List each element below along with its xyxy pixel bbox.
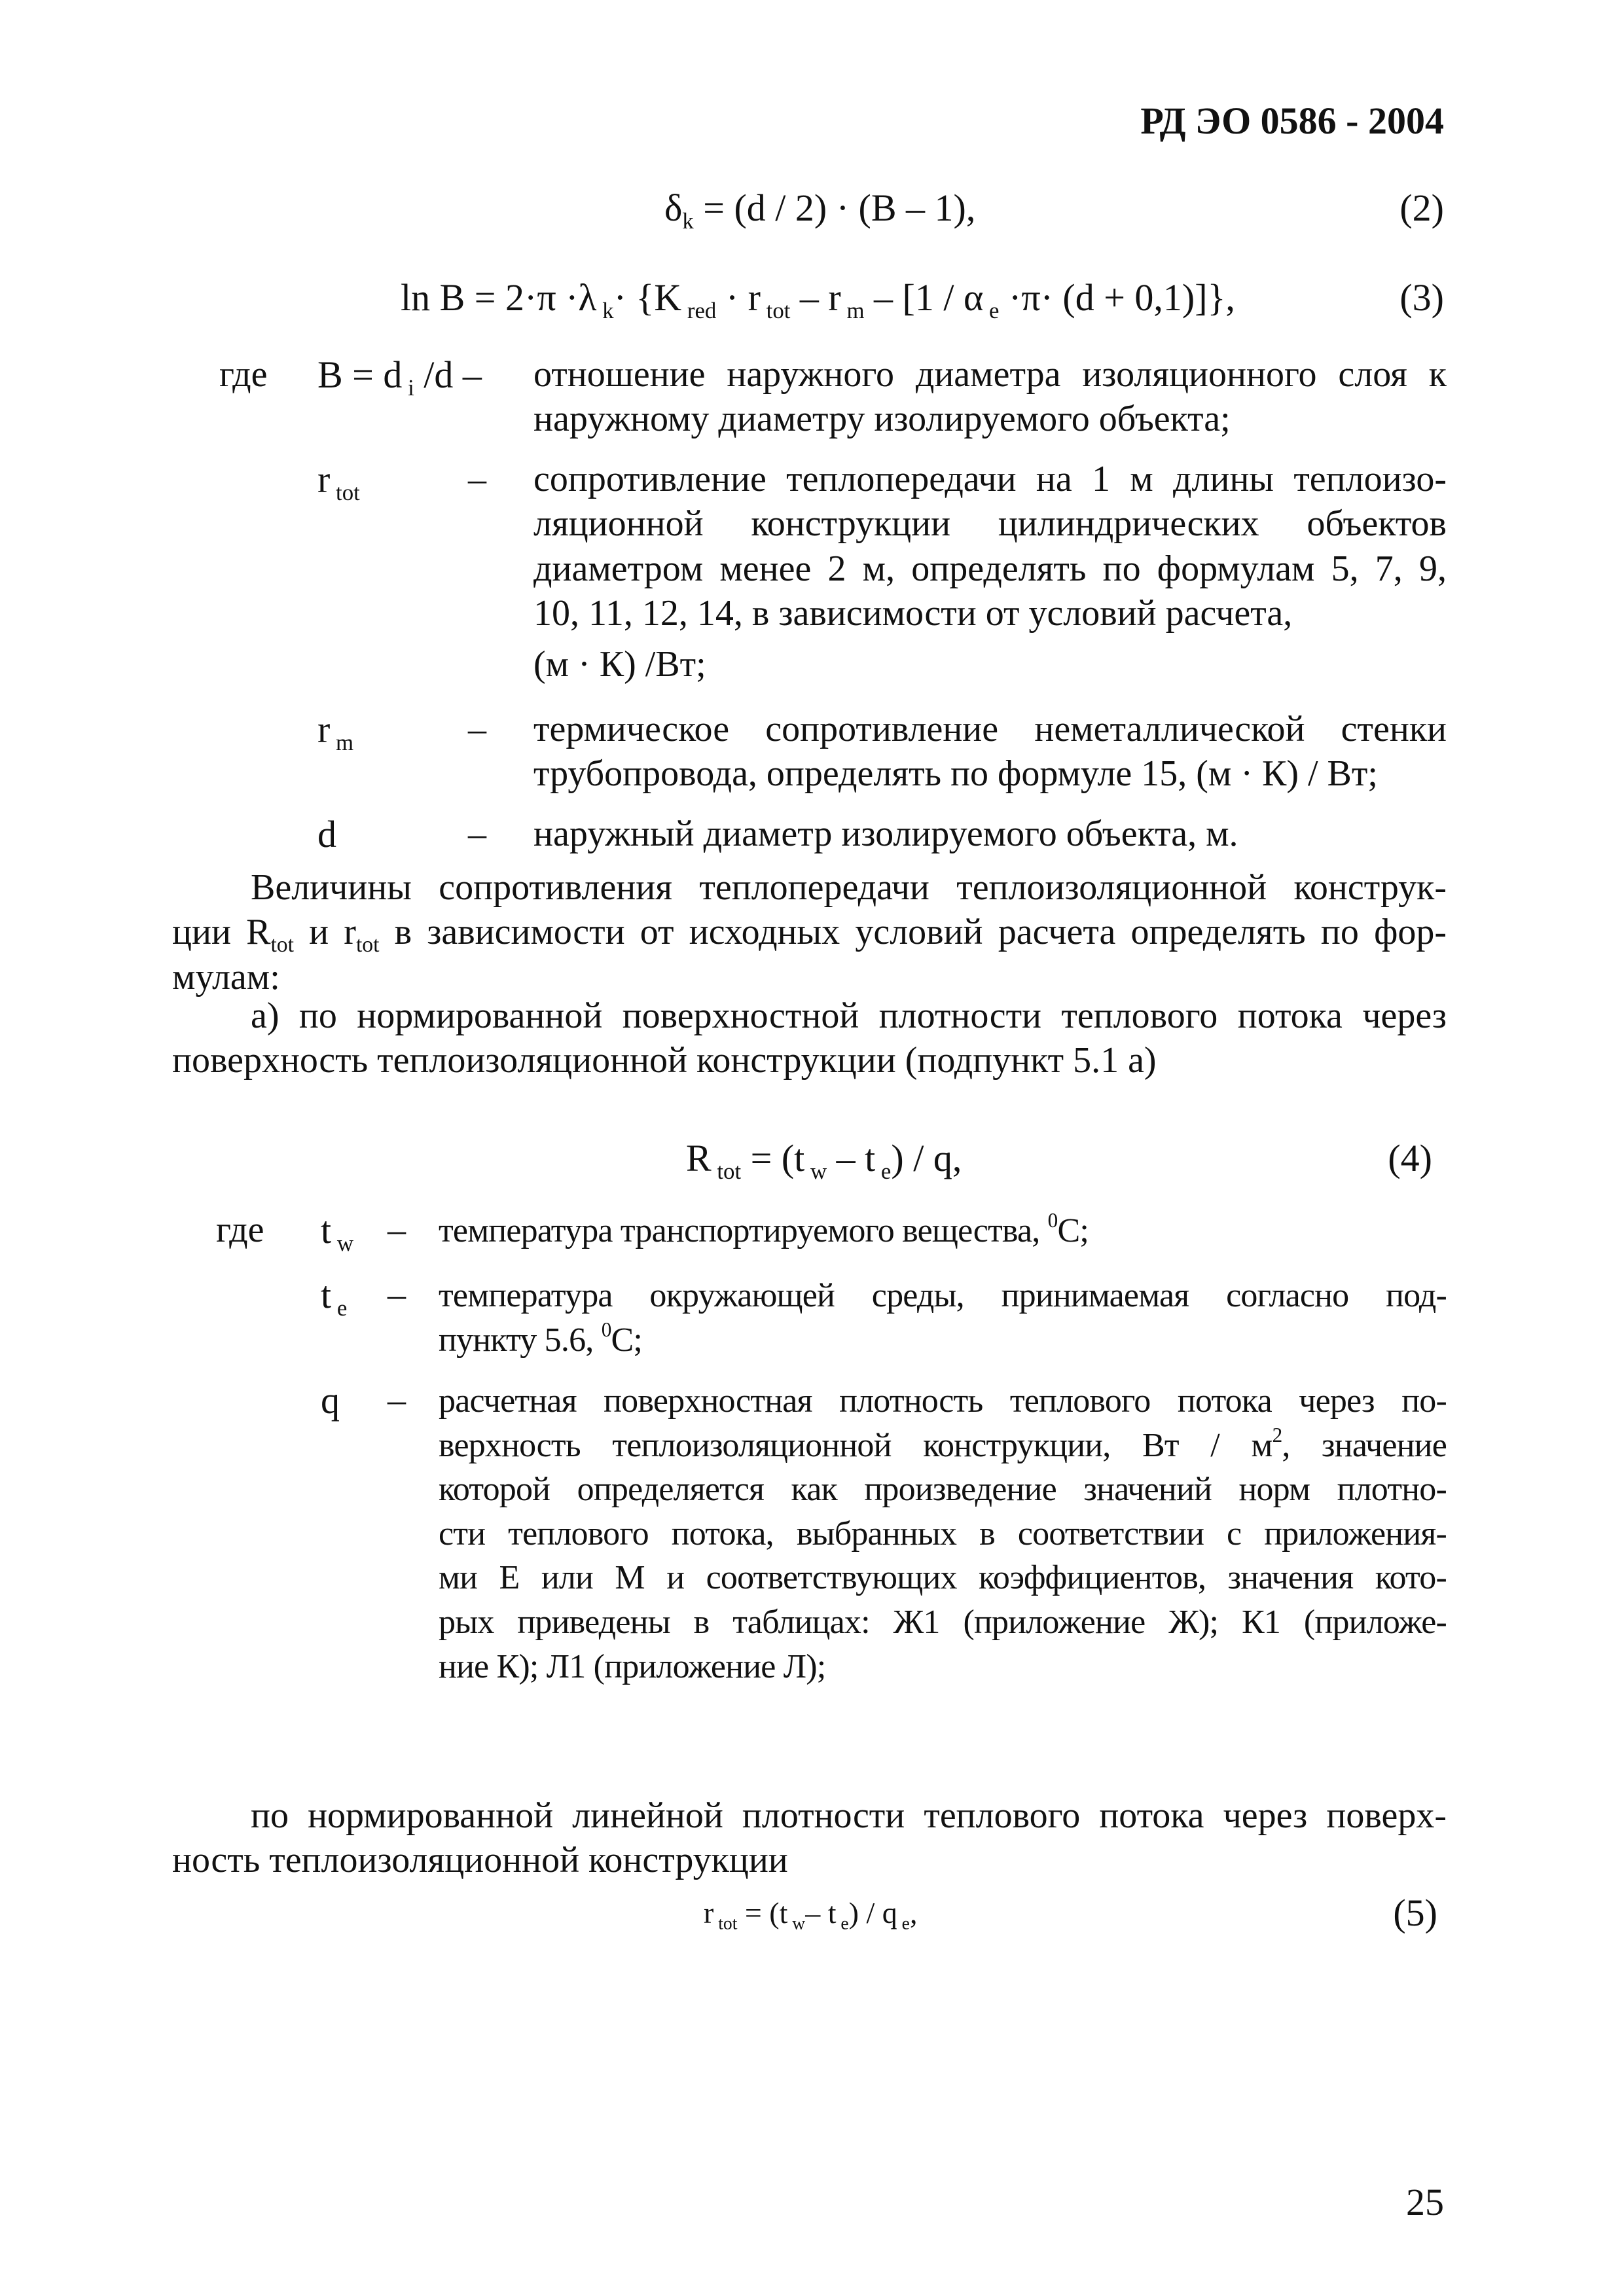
definition-line: термическое сопротивление неметаллической стенки — [533, 709, 1447, 749]
formula-2: $\delta_k = (d / 2) \cdot (B - 1)$, — [664, 187, 976, 234]
where-label-1: где — [219, 354, 268, 395]
equation-number-5: (5) — [1393, 1892, 1437, 1934]
paragraph-line: мулам: — [172, 956, 280, 997]
symbol-b: B = d $_i$ /d – — [317, 353, 482, 401]
definition-line: наружный диаметр изолируемого объекта, м. — [533, 814, 1238, 854]
symbol-q: q — [321, 1379, 340, 1422]
definition-r-m — [533, 707, 1447, 797]
definition-line: верхность теплоизоляционной конструкции, Вт / $м^2$, значение — [439, 1423, 1447, 1464]
equation-number-3: (3) — [1399, 276, 1444, 319]
dash: – — [468, 814, 486, 854]
definition-line: температура транспортируемого вещества, $^0$С; — [439, 1209, 1089, 1249]
dash: – — [388, 1274, 406, 1315]
formula-4: R $_{tot}$ = (t $_w$ – t $_e$) / q, — [686, 1137, 962, 1185]
definition-b-line-1: отношение наружного диаметра изоляционного слоя к — [533, 354, 1447, 395]
definition-line: 10, 11, 12, 14, в зависимости от условий расчета, — [533, 592, 1293, 634]
paragraph-line: а) по нормированной поверхностной плотности теплового потока через — [251, 996, 1447, 1036]
definition-q — [439, 1379, 1447, 1689]
definition-line: пункту 5.6, $^0$С; — [439, 1318, 643, 1359]
formula-5: r $_{tot}$ = (t $_w$– t $_e$) / q $_e$, — [704, 1896, 918, 1933]
paragraph-line: Величины сопротивления теплопередачи теплоизоляционной конструк- — [251, 867, 1447, 908]
paragraph-line: ность теплоизоляционной конструкции — [172, 1840, 788, 1881]
definition-line: ляционной конструкции цилиндрических объектов — [533, 503, 1447, 545]
dash: – — [468, 709, 486, 749]
dash: – — [388, 1210, 406, 1250]
definition-t-w — [439, 1209, 1447, 1253]
definition-line: диаметром менее 2 м, определять по формулам 5, 7, 9, — [533, 548, 1447, 589]
definition-line: температура окружающей среды, принимаемая согласно под- — [439, 1277, 1447, 1314]
equation-number-2: (2) — [1399, 187, 1444, 229]
definition-line: сопротивление теплопередачи на 1 м длины теплоизо- — [533, 459, 1447, 499]
definition-line: ми Е или М и соответствующих коэффициентов, значения кото- — [439, 1559, 1447, 1597]
definition-line: которой определяется как произведение значений норм плотно- — [439, 1471, 1447, 1509]
paragraph-line: по нормированной линейной плотности теплового потока через поверх- — [251, 1795, 1447, 1836]
definition-b-line-2: наружному диаметру изолируемого объекта; — [533, 399, 1231, 440]
definition-b — [533, 352, 1447, 442]
formula-3: ln B = 2·π ·λ $_k$· {K $_{red}$ · r $_{tot}$ – r $_m$ – [1 / α $_e$ ·π· (d + 0,1)]}, — [401, 276, 1235, 324]
paragraph-linear — [172, 1793, 1447, 1883]
dash: – — [388, 1380, 406, 1420]
definition-line: расчетная поверхностная плотность теплового потока через по- — [439, 1382, 1447, 1420]
dash: – — [468, 459, 486, 499]
definition-line: ние К); Л1 (приложение Л); — [439, 1647, 826, 1685]
where-label-2: где — [216, 1210, 264, 1250]
page-number: 25 — [1406, 2181, 1444, 2223]
definition-r-tot — [533, 457, 1447, 687]
symbol-t-e: t $_e$ — [321, 1274, 348, 1321]
document-id: РД ЭО 0586 - 2004 — [1140, 99, 1444, 142]
definition-line: сти теплового потока, выбранных в соответствии с приложения- — [439, 1515, 1447, 1552]
definition-d — [533, 812, 1447, 856]
symbol-r-tot: r $_{tot}$ — [317, 458, 360, 506]
equation-number-4: (4) — [1388, 1137, 1432, 1179]
paragraph-line: ции $R_{tot}$ и $r_{tot}$ в зависимости от исходных условий расчета определять по фор- — [172, 912, 1447, 958]
definition-t-e — [439, 1274, 1447, 1362]
symbol-d: d — [317, 813, 336, 855]
definition-line: (м · К) /Вт; — [533, 644, 706, 685]
paragraph-resistance — [172, 865, 1447, 999]
paragraph-line: поверхность теплоизоляционной конструкции (подпункт 5.1 а) — [172, 1040, 1157, 1081]
symbol-t-w: t $_w$ — [321, 1209, 353, 1257]
definition-line: рых приведены в таблицах: Ж1 (приложение Ж); К1 (приложе- — [439, 1603, 1447, 1641]
paragraph-a — [172, 994, 1447, 1083]
definition-line: трубопровода, определять по формуле 15, (м · К) / Вт; — [533, 753, 1378, 795]
symbol-r-m: r $_m$ — [317, 708, 354, 756]
